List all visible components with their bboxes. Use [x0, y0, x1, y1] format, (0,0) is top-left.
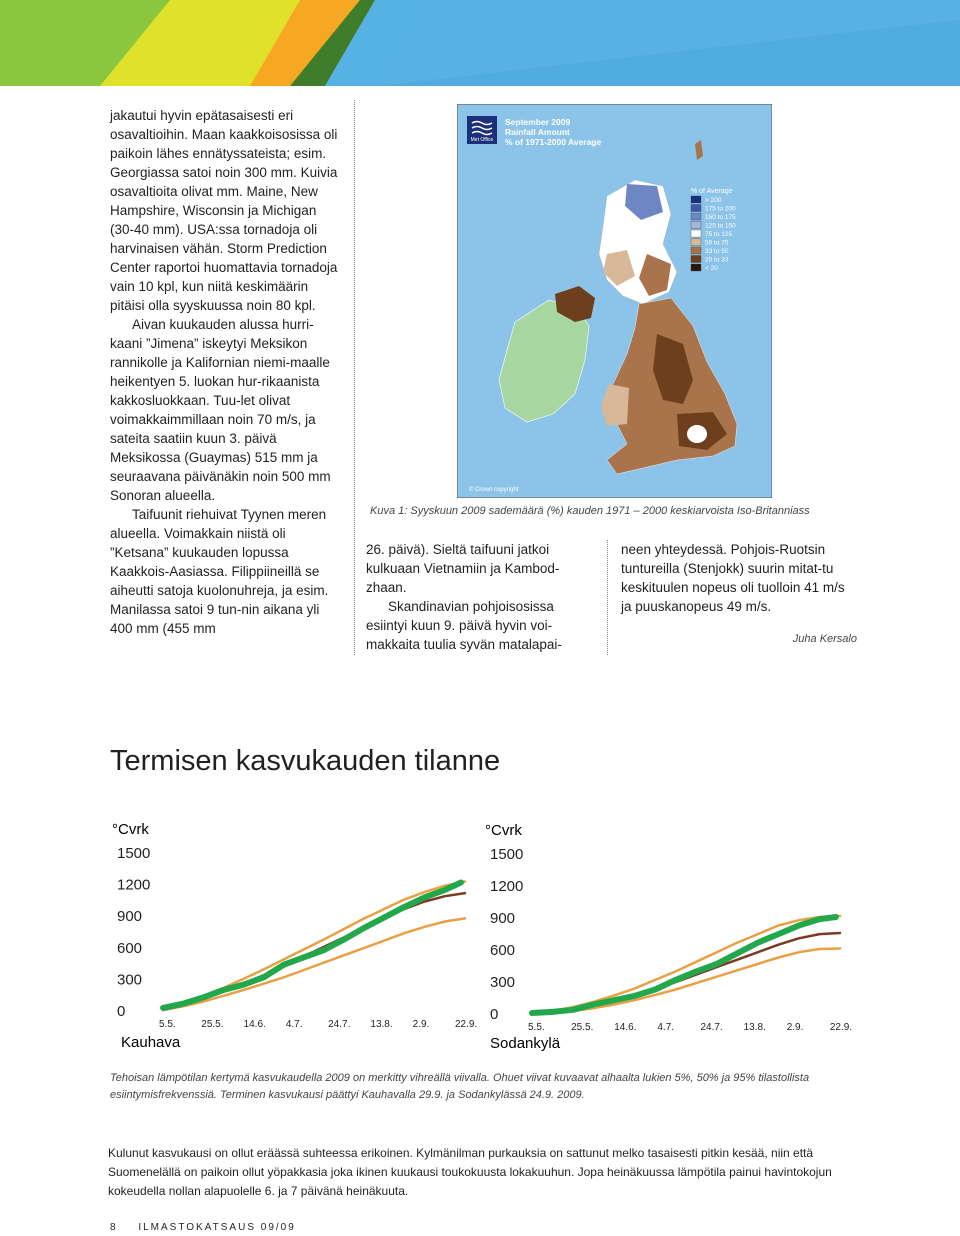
- met-office-logo-text: Met Office: [470, 137, 494, 143]
- map-legend-swatch: [691, 222, 701, 229]
- chart-kauhava: [105, 810, 480, 1060]
- x-tick-label: 22.9.: [829, 1022, 853, 1033]
- chart-kauhava-xticks: [159, 1019, 477, 1030]
- x-tick-label: 5.5.: [159, 1019, 176, 1030]
- x-tick-label: 14.6.: [614, 1022, 637, 1033]
- map-legend-label: 150 to 175: [705, 214, 736, 221]
- map-legend-label: > 200: [705, 197, 722, 204]
- column-divider-2: [607, 540, 608, 655]
- chart-sodankyla-title: Sodankylä: [490, 1035, 561, 1052]
- chart-sodankyla-series: [532, 916, 840, 1013]
- map-legend-swatch: [691, 264, 701, 271]
- uk-rainfall-map: [457, 104, 772, 498]
- y-tick-label: 1200: [490, 878, 524, 895]
- map-legend-swatch: [691, 196, 701, 203]
- y-tick-label: 300: [117, 971, 143, 989]
- page-footer: [110, 1222, 296, 1233]
- middle-paragraph-2: Skandinavian pohjoisosissa esiintyi kuun 9. päivä hyvin voi-makkaita tuulia syvän matalapai-: [366, 599, 562, 652]
- chart-sodankyla-yticks: [490, 846, 523, 1023]
- x-tick-label: 25.5.: [571, 1022, 594, 1033]
- chart-sodankyla-ylabel: °Cvrk: [485, 822, 522, 839]
- x-tick-label: 2.9.: [786, 1022, 804, 1033]
- x-tick-label: 25.5.: [201, 1019, 224, 1030]
- right-paragraph-1: neen yhteydessä. Pohjois-Ruotsin tuntureilla (Stenjokk) suurin mitat-tu keskituulen nopeus oli tuolloin 41 m/s ja puuskanopeus 49 m/s.: [621, 542, 845, 614]
- map-legend-label: 50 to 75: [705, 239, 729, 247]
- map-title-line-2: Rainfall Amount: [505, 127, 570, 137]
- top-color-banner: [0, 0, 960, 86]
- map-copyright: © Crown copyright: [469, 487, 519, 493]
- y-tick-label: 600: [490, 942, 516, 959]
- series-line-2009: [532, 917, 836, 1013]
- x-tick-label: 14.6.: [243, 1019, 266, 1030]
- middle-paragraph-1: 26. päivä). Sieltä taifuuni jatkoi kulkuaan Vietnamiin ja Kambod-zhaan.: [366, 542, 560, 595]
- left-paragraph-3: Taifuunit riehuivat Tyynen meren alueella. Voimakkain niistä oli ”Ketsana” kuukauden lopussa Kaakkois-Aasiassa. Filippiineillä se aiheutti satoja kuolonuhreja, ja esim. Manilassa satoi 9 tun-nin aikana yli 400 mm (455 mm: [110, 507, 329, 636]
- y-tick-label: 900: [117, 908, 143, 926]
- x-tick-label: 4.7.: [657, 1022, 675, 1033]
- y-tick-label: 300: [490, 974, 516, 991]
- middle-text-column: [366, 540, 592, 654]
- y-tick-label: 1500: [490, 846, 524, 863]
- x-tick-label: 24.7.: [700, 1022, 723, 1033]
- x-tick-label: 5.5.: [528, 1022, 545, 1033]
- section-title: Termisen kasvukauden tilanne: [110, 745, 501, 777]
- x-tick-label: 24.7.: [328, 1019, 351, 1030]
- y-tick-label: 600: [117, 939, 143, 957]
- right-text-column: [621, 540, 857, 649]
- x-tick-label: 2.9.: [412, 1019, 430, 1030]
- map-title-line-1: September 2009: [505, 117, 571, 127]
- left-paragraph-2: Aivan kuukauden alussa hurri-kaani ”Jimena” iskeytyi Meksikon rannikolle ja Kalifornian niemi-maalle heikentyen 5. luokan hur-rikaanista kakkosluokkaan. Tuu-let olivat voimakkaimmillaan noin 70 m/s, ja sateita saatiin kuun 3. päivä Meksikossa (Guaymas) 515 mm ja seuraavana päivänäkin noin 500 mm Sonoran alueella.: [110, 317, 331, 503]
- chart-kauhava-ylabel: °Cvrk: [112, 821, 149, 838]
- map-legend-label: 33 to 50: [705, 248, 729, 255]
- column-divider: [354, 100, 355, 655]
- map-legend-label: 175 to 200: [705, 205, 736, 213]
- chart-kauhava-series: [163, 882, 465, 1011]
- chart-kauhava-title: Kauhava: [121, 1034, 181, 1051]
- chart-caption: Tehoisan lämpötilan kertymä kasvukaudella 2009 on merkitty vihreällä viivalla. Ohuet viivat kuvaavat alhaalta lukien 5%, 50% ja 95% tilastollista esiintymisfrekvenssiä. Terminen kasvukausi päättyi Kauhavalla 29.9. ja Sodankylässä 24.9. 2009.: [110, 1072, 810, 1101]
- map-legend-swatch: [691, 239, 701, 246]
- y-tick-label: 1500: [117, 845, 151, 862]
- map-legend-swatch: [691, 247, 701, 254]
- map-legend-label: 75 to 125: [705, 231, 733, 238]
- map-legend-label: 20 to 33: [705, 256, 729, 264]
- publication-name: ILMASTOKATSAUS 09/09: [138, 1222, 296, 1233]
- map-legend-swatch: [691, 256, 701, 263]
- bottom-paragraph: Kulunut kasvukausi on ollut eräässä suhteessa erikoinen. Kylmänilman purkauksia on sattunut melko tasaisesti pitkin kesää, niin että Suomenelällä on paikoin ollut yöpakkasia joka ikinen kuukausi toukokuusta lokakuuhun. Jopa heinäkuussa lämpötila painui havintokojun kokeudella nollan alapuolelle 6. ja 7 päivänä heinäkuuta.: [108, 1146, 832, 1198]
- map-london-area: [687, 425, 707, 443]
- page-number: 8: [110, 1222, 118, 1233]
- y-tick-label: 0: [490, 1006, 499, 1023]
- x-tick-label: 13.8.: [370, 1019, 393, 1030]
- map-legend-title: % of Average: [691, 188, 733, 195]
- left-paragraph-1: jakautui hyvin epätasaisesti eri osavaltioihin. Maan kaakkoisosissa oli paikoin lähes ennätyssateista; esim. Georgiassa satoi noin 300 mm. Kuivia osavaltioita olivat mm. Maine, New Hampshire, Wisconsin ja Michigan (30-40 mm). USA:ssa tornadoja oli harvinaisen vähän. Storm Prediction Center raportoi huomattavia tornadoja vain 10 kpl, kun niitä keskimäärin pitäisi olla syyskuussa noin 80 kpl.: [110, 108, 338, 313]
- map-caption: Kuva 1: Syyskuun 2009 sademäärä (%) kauden 1971 – 2000 keskiarvoista Iso-Britanniass: [370, 505, 810, 517]
- map-legend-label: 125 to 150: [705, 222, 736, 230]
- map-legend-swatch: [691, 230, 701, 237]
- series-line-p5: [532, 949, 840, 1014]
- y-tick-label: 900: [490, 910, 516, 927]
- x-tick-label: 22.9.: [454, 1019, 478, 1030]
- map-legend-label: < 20: [705, 265, 718, 272]
- y-tick-label: 0: [117, 1003, 126, 1020]
- map-title-line-3: % of 1971-2000 Average: [505, 137, 602, 147]
- y-tick-label: 1200: [117, 876, 151, 894]
- map-legend-swatch: [691, 213, 701, 220]
- map-legend-swatch: [691, 205, 701, 212]
- chart-sodankyla: [480, 810, 855, 1060]
- left-text-column: [110, 106, 342, 638]
- chart-kauhava-yticks: [117, 845, 150, 1020]
- author-name: Juha Kersalo: [792, 633, 857, 645]
- chart-sodankyla-xticks: [528, 1022, 852, 1033]
- x-tick-label: 4.7.: [285, 1019, 303, 1030]
- x-tick-label: 13.8.: [743, 1022, 766, 1033]
